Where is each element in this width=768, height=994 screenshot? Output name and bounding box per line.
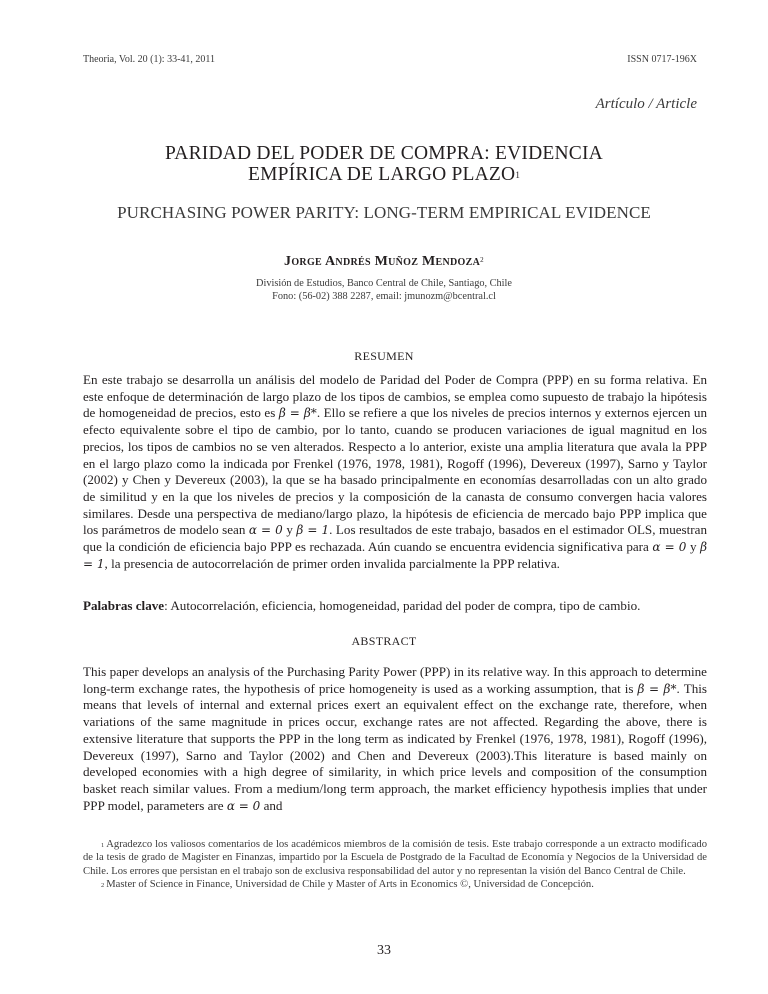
footnote-1 [83,838,707,878]
footnote-1-text: Agradezco los valiosos comentarios de los académicos miembros de la comisión de tesis. Este trabajo corresponde a un extracto modificado de la tesis de grado de Magister en Finanzas, impartido por la Escuela de Postgrado de la Facultad de Economía y Negocios de la Universidad de Chile. Los errores que persistan en el trabajo son de exclusiva responsabilidad del autor y no representan la visión del Banco Central de Chile. [83,839,707,877]
affiliation-line-2: Fono: (56-02) 388 2287, email: jmunozm@bcentral.cl [272,290,496,302]
affiliation-line-1: División de Estudios, Banco Central de Chile, Santiago, Chile [256,278,512,289]
footnote-2 [83,878,707,891]
abstract-text-1: This paper develops an analysis of the Purchasing Parity Power (PPP) in its relative way. In this approach to determine long-term exchange rates, the hypothesis of price homogeneity is used as a working assumption, that is [83,664,707,696]
article-type-label: Artículo / Article [595,96,697,112]
page-title-english: PURCHASING POWER PARITY: LONG-TERM EMPIRICAL EVIDENCE [117,203,651,222]
keywords-separator: : [164,598,171,613]
issn: ISSN 0717-196X [627,54,697,65]
keywords-text: Autocorrelación, eficiencia, homogeneidad, paridad del poder de compra, tipo de cambio. [170,598,641,613]
author-name-text: Jorge Andrés Muñoz Mendoza [284,254,481,269]
resumen-text-5: y [686,539,701,555]
page-title-spanish [0,143,768,185]
journal-citation: Theoria, Vol. 20 (1): 33-41, 2011 [83,54,216,65]
math-expression: β = β* [278,406,317,421]
resumen-text-2: . Ello se refiere a que los niveles de precios internos y externos ejercen un efecto equivalente sobre el tipo de cambio, por lo tanto, cuando se producen variaciones de igual magnitud en los precios, los tipos de cambios no se ven alterados. Respecto a lo anterior, existe una amplia literatura que avala la PPP en el largo plazo como la indicada por Frenkel (1976, 1978, 1981), Rogoff (1996), Devereux (1997), Sarno y Taylor (2002) y Chen y Devereux (2003), la que se ha basado principalmente en economías desarrolladas con un alto grado de similitud y en la que los niveles de precios y la composición de la canasta de consumo convergen hacia valores similares. Desde una perspectiva de mediano/largo plazo, la hipótesis de eficiencia de mercado bajo PPP implica que los parámetros de modelo sean [83,405,708,538]
keywords [83,598,707,615]
abstract-heading: ABSTRACT [351,634,417,648]
resumen-text-4: . Los resultados de este trabajo, basados en el estimador OLS, muestran que la condición de eficiencia bajo PPP es rechazada. Aún cuando se encuentra evidencia significativa para [83,522,707,555]
resumen-text-3: y [282,522,297,538]
math-expression: α = 0 [652,540,687,555]
resumen-heading: RESUMEN [354,349,414,363]
page-number: 33 [377,943,391,958]
keywords-label: Palabras clave [83,598,165,613]
author-affiliation [0,278,768,303]
math-expression: β = β* [637,681,677,696]
resumen-paragraph [83,372,707,572]
footnote-mark-2: 2 [101,881,105,889]
abstract-text-2: . This means that levels of internal and external prices exert an equivalent effect on the exchange rate, therefore, when variations of the same magnitude in prices occur, exchange rates are not affected. Regarding the above, there is extensive literature that supports the PPP in the long term as indicated by Frenkel (1976, 1978, 1981), Rogoff (1996), Devereux (1997), Sarno and Taylor (2002) and Chen and Devereux (2003).This literature is based mainly on developed economies with a high degree of similarity, in which price levels and composition of the consumption basket reach similar values. From a medium/long term approach, the market efficiency hypothesis implies that under PPP model, parameters are [83,680,707,813]
footnote-2-text: Master of Science in Finance, Universidad de Chile y Master of Arts in Economics ©, Universidad de Concepción. [106,878,594,890]
title-line-1: PARIDAD DEL PODER DE COMPRA: EVIDENCIA [165,143,603,164]
footnotes [83,838,707,891]
math-expression: β = 1 [83,540,708,571]
title-line-2-text: EMPÍRICA DE LARGO PLAZO [247,164,516,185]
resumen-text-1: En este trabajo se desarrolla un análisis del modelo de Paridad del Poder de Compra (PPP) en su forma relativa. En este enfoque de determinación de largo plazo de los tipos de cambios, se emplea como supuesto de trabajo la hipótesis de homogeneidad de precios, esto es [83,372,707,421]
math-expression: α = 0 [226,798,261,813]
abstract-text-3: and [260,797,283,813]
footnote-ref-2[interactable]: 2 [480,256,484,264]
author-name [0,254,768,270]
math-expression: α = 0 [248,523,283,538]
resumen-text-6: , la presencia de autocorrelación de primer orden invalida parcialmente la PPP relativa. [104,555,560,571]
math-expression: β = 1 [296,523,330,538]
title-line-2 [0,164,768,185]
abstract-paragraph [83,664,707,814]
running-header [83,54,697,68]
footnote-mark-1: 1 [101,842,105,849]
footnote-ref-1[interactable]: 1 [515,170,521,180]
